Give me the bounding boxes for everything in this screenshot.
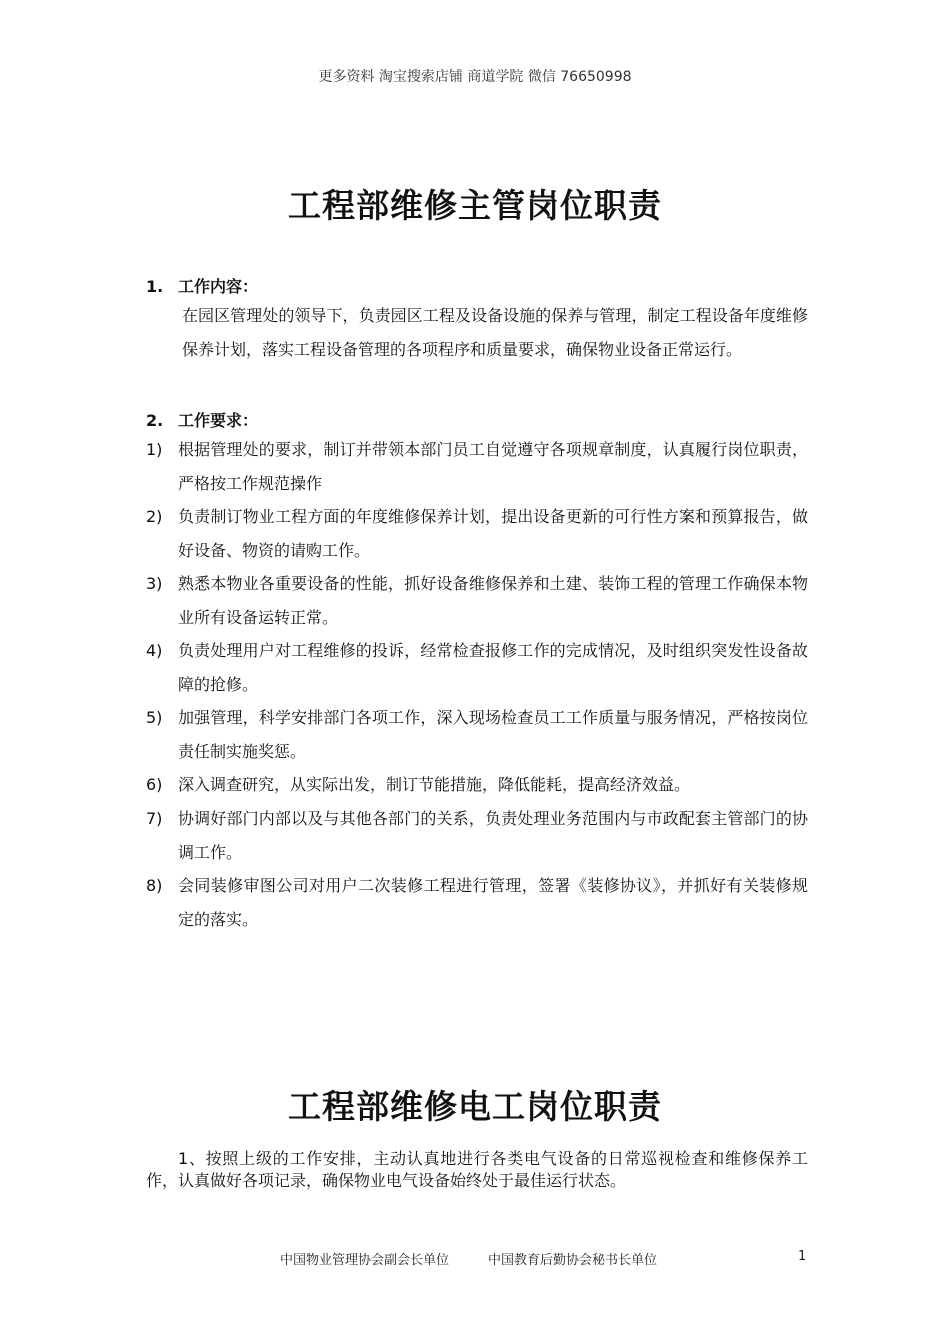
page-number: 1 [798, 1249, 807, 1264]
footer-org-2: 中国教育后勤协会秘书长单位 [488, 1253, 658, 1268]
item-marker: 7) [146, 809, 163, 828]
requirement-item-2 [146, 500, 808, 568]
requirement-item-3 [146, 567, 808, 635]
doc1-work-content-paragraph: 在园区管理处的领导下，负责园区工程及设备设施的保养与管理，制定工程设备年度维修保养计划，落实工程设备管理的各项程序和质量要求，确保物业设备正常运行。 [182, 306, 808, 359]
section-label: 工作要求： [178, 411, 259, 430]
item-marker: 1) [146, 440, 163, 459]
requirement-item-8 [146, 869, 808, 937]
requirement-item-7 [146, 802, 808, 870]
item-text: 根据管理处的要求，制订并带领本部门员工自觉遵守各项规章制度，认真履行岗位职责，严格按工作规范操作 [178, 440, 808, 493]
requirement-item-4 [146, 634, 808, 702]
item-text: 负责处理用户对工程维修的投诉，经常检查报修工作的完成情况，及时组织突发性设备故障的抢修。 [178, 641, 808, 694]
item-marker: 2) [146, 507, 163, 526]
item-text: 协调好部门内部以及与其他各部门的关系，负责处理业务范围内与市政配套主管部门的协调工作。 [178, 809, 808, 862]
doc1-section-work-content [146, 274, 258, 297]
doc1-title: 工程部维修主管岗位职责 [288, 186, 662, 225]
requirement-item-6 [146, 768, 808, 802]
page-header: 更多资料 淘宝搜索店铺 商道学院 微信 76650998 [318, 69, 632, 85]
footer-org-1: 中国物业管理协会副会长单位 [280, 1253, 450, 1268]
section-label: 工作内容： [178, 277, 259, 296]
item-text: 加强管理，科学安排部门各项工作，深入现场检查员工工作质量与服务情况，严格按岗位责任制实施奖惩。 [178, 708, 808, 761]
requirement-item-1 [146, 433, 808, 501]
item-marker: 5) [146, 708, 163, 727]
item-marker: 6) [146, 775, 163, 794]
item-marker: 3) [146, 574, 163, 593]
section-number: 1. [146, 277, 164, 296]
doc1-section-work-requirements [146, 408, 258, 431]
doc2-paragraph-1: 1、按照上级的工作安排，主动认真地进行各类电气设备的日常巡视检查和维修保养工作，认真做好各项记录，确保物业电气设备始终处于最佳运行状态。 [146, 1149, 808, 1190]
item-text: 深入调查研究，从实际出发，制订节能措施，降低能耗，提高经济效益。 [178, 775, 691, 794]
item-text: 负责制订物业工程方面的年度维修保养计划，提出设备更新的可行性方案和预算报告，做好设备、物资的请购工作。 [178, 507, 808, 560]
doc2-title: 工程部维修电工岗位职责 [288, 1087, 662, 1126]
item-marker: 4) [146, 641, 163, 660]
requirement-item-5 [146, 701, 808, 769]
item-text: 会同装修审图公司对用户二次装修工程进行管理，签署《装修协议》，并抓好有关装修规定的落实。 [178, 876, 808, 929]
section-number: 2. [146, 411, 164, 430]
item-text: 熟悉本物业各重要设备的性能，抓好设备维修保养和土建、装饰工程的管理工作确保本物业所有设备运转正常。 [178, 574, 808, 627]
item-marker: 8) [146, 876, 163, 895]
